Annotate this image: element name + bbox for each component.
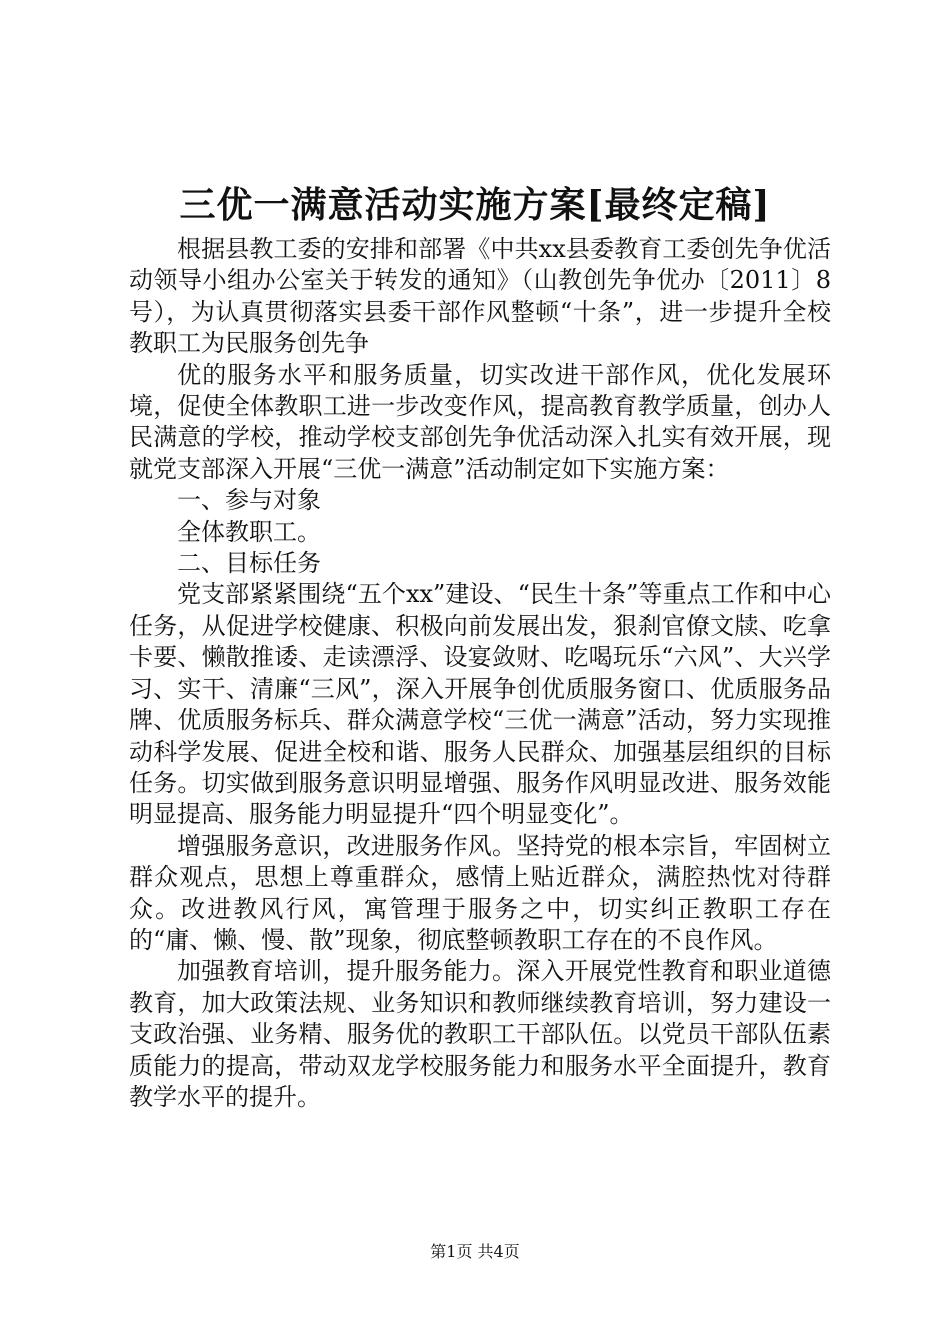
section-heading: 一、参与对象 bbox=[177, 486, 321, 515]
paragraph: 优的服务水平和服务质量，切实改进干部作风，优化发展环境，促使全体教职工进一步改变作风，提高教育教学质量，创办人民满意的学校，推动学校支部创先争优活动深入扎实有效开展，现就党支部深入开展“三优一满意”活动制定如下实施方案： bbox=[129, 360, 831, 483]
paragraph: 加强教育培训，提升服务能力。深入开展党性教育和职业道德教育，加大政策法规、业务知识和教师继续教育培训，努力建设一支政治强、业务精、服务优的教职工干部队伍。以党员干部队伍素质能力的提高，带动双龙学校服务能力和服务水平全面提升，教育教学水平的提升。 bbox=[129, 957, 831, 1111]
document-body bbox=[129, 234, 831, 1113]
paragraph: 根据县教工委的安排和部署《中共xx县委教育工委创先争优活动领导小组办公室关于转发的通知》（山教创先争优办〔2011〕8号），为认真贯彻落实县委干部作风整顿“十条”，进一步提升全校教职工为民服务创先争 bbox=[129, 235, 831, 358]
paragraph: 全体教职工。 bbox=[177, 517, 321, 546]
section-heading: 二、目标任务 bbox=[177, 549, 321, 578]
paragraph: 党支部紧紧围绕“五个xx”建设、“民生十条”等重点工作和中心任务，从促进学校健康、积极向前发展出发，狠刹官僚文牍、吃拿卡要、懒散推诿、走读漂浮、设宴敛财、吃喝玩乐“六风”、大兴学习、实干、清廉“三风”，深入开展争创优质服务窗口、优质服务品牌、优质服务标兵、群众满意学校“三优一满意”活动，努力实现推动科学发展、促进全校和谐、服务人民群众、加强基层组织的目标任务。切实做到服务意识明显增强、服务作风明显改进、服务效能明显提高、服务能力明显提升“四个明显变化”。 bbox=[129, 580, 831, 829]
paragraph: 增强服务意识，改进服务作风。坚持党的根本宗旨，牢固树立群众观点，思想上尊重群众，感情上贴近群众，满腔热忱对待群众。改进教风行风，寓管理于服务之中，切实纠正教职工存在的“庸、懒、慢、散”现象，彻底整顿教职工存在的不良作风。 bbox=[129, 831, 831, 954]
page-number-footer: 第1页 共4页 bbox=[430, 1242, 520, 1261]
document-title: 三优一满意活动实施方案[最终定稿] bbox=[179, 184, 771, 226]
